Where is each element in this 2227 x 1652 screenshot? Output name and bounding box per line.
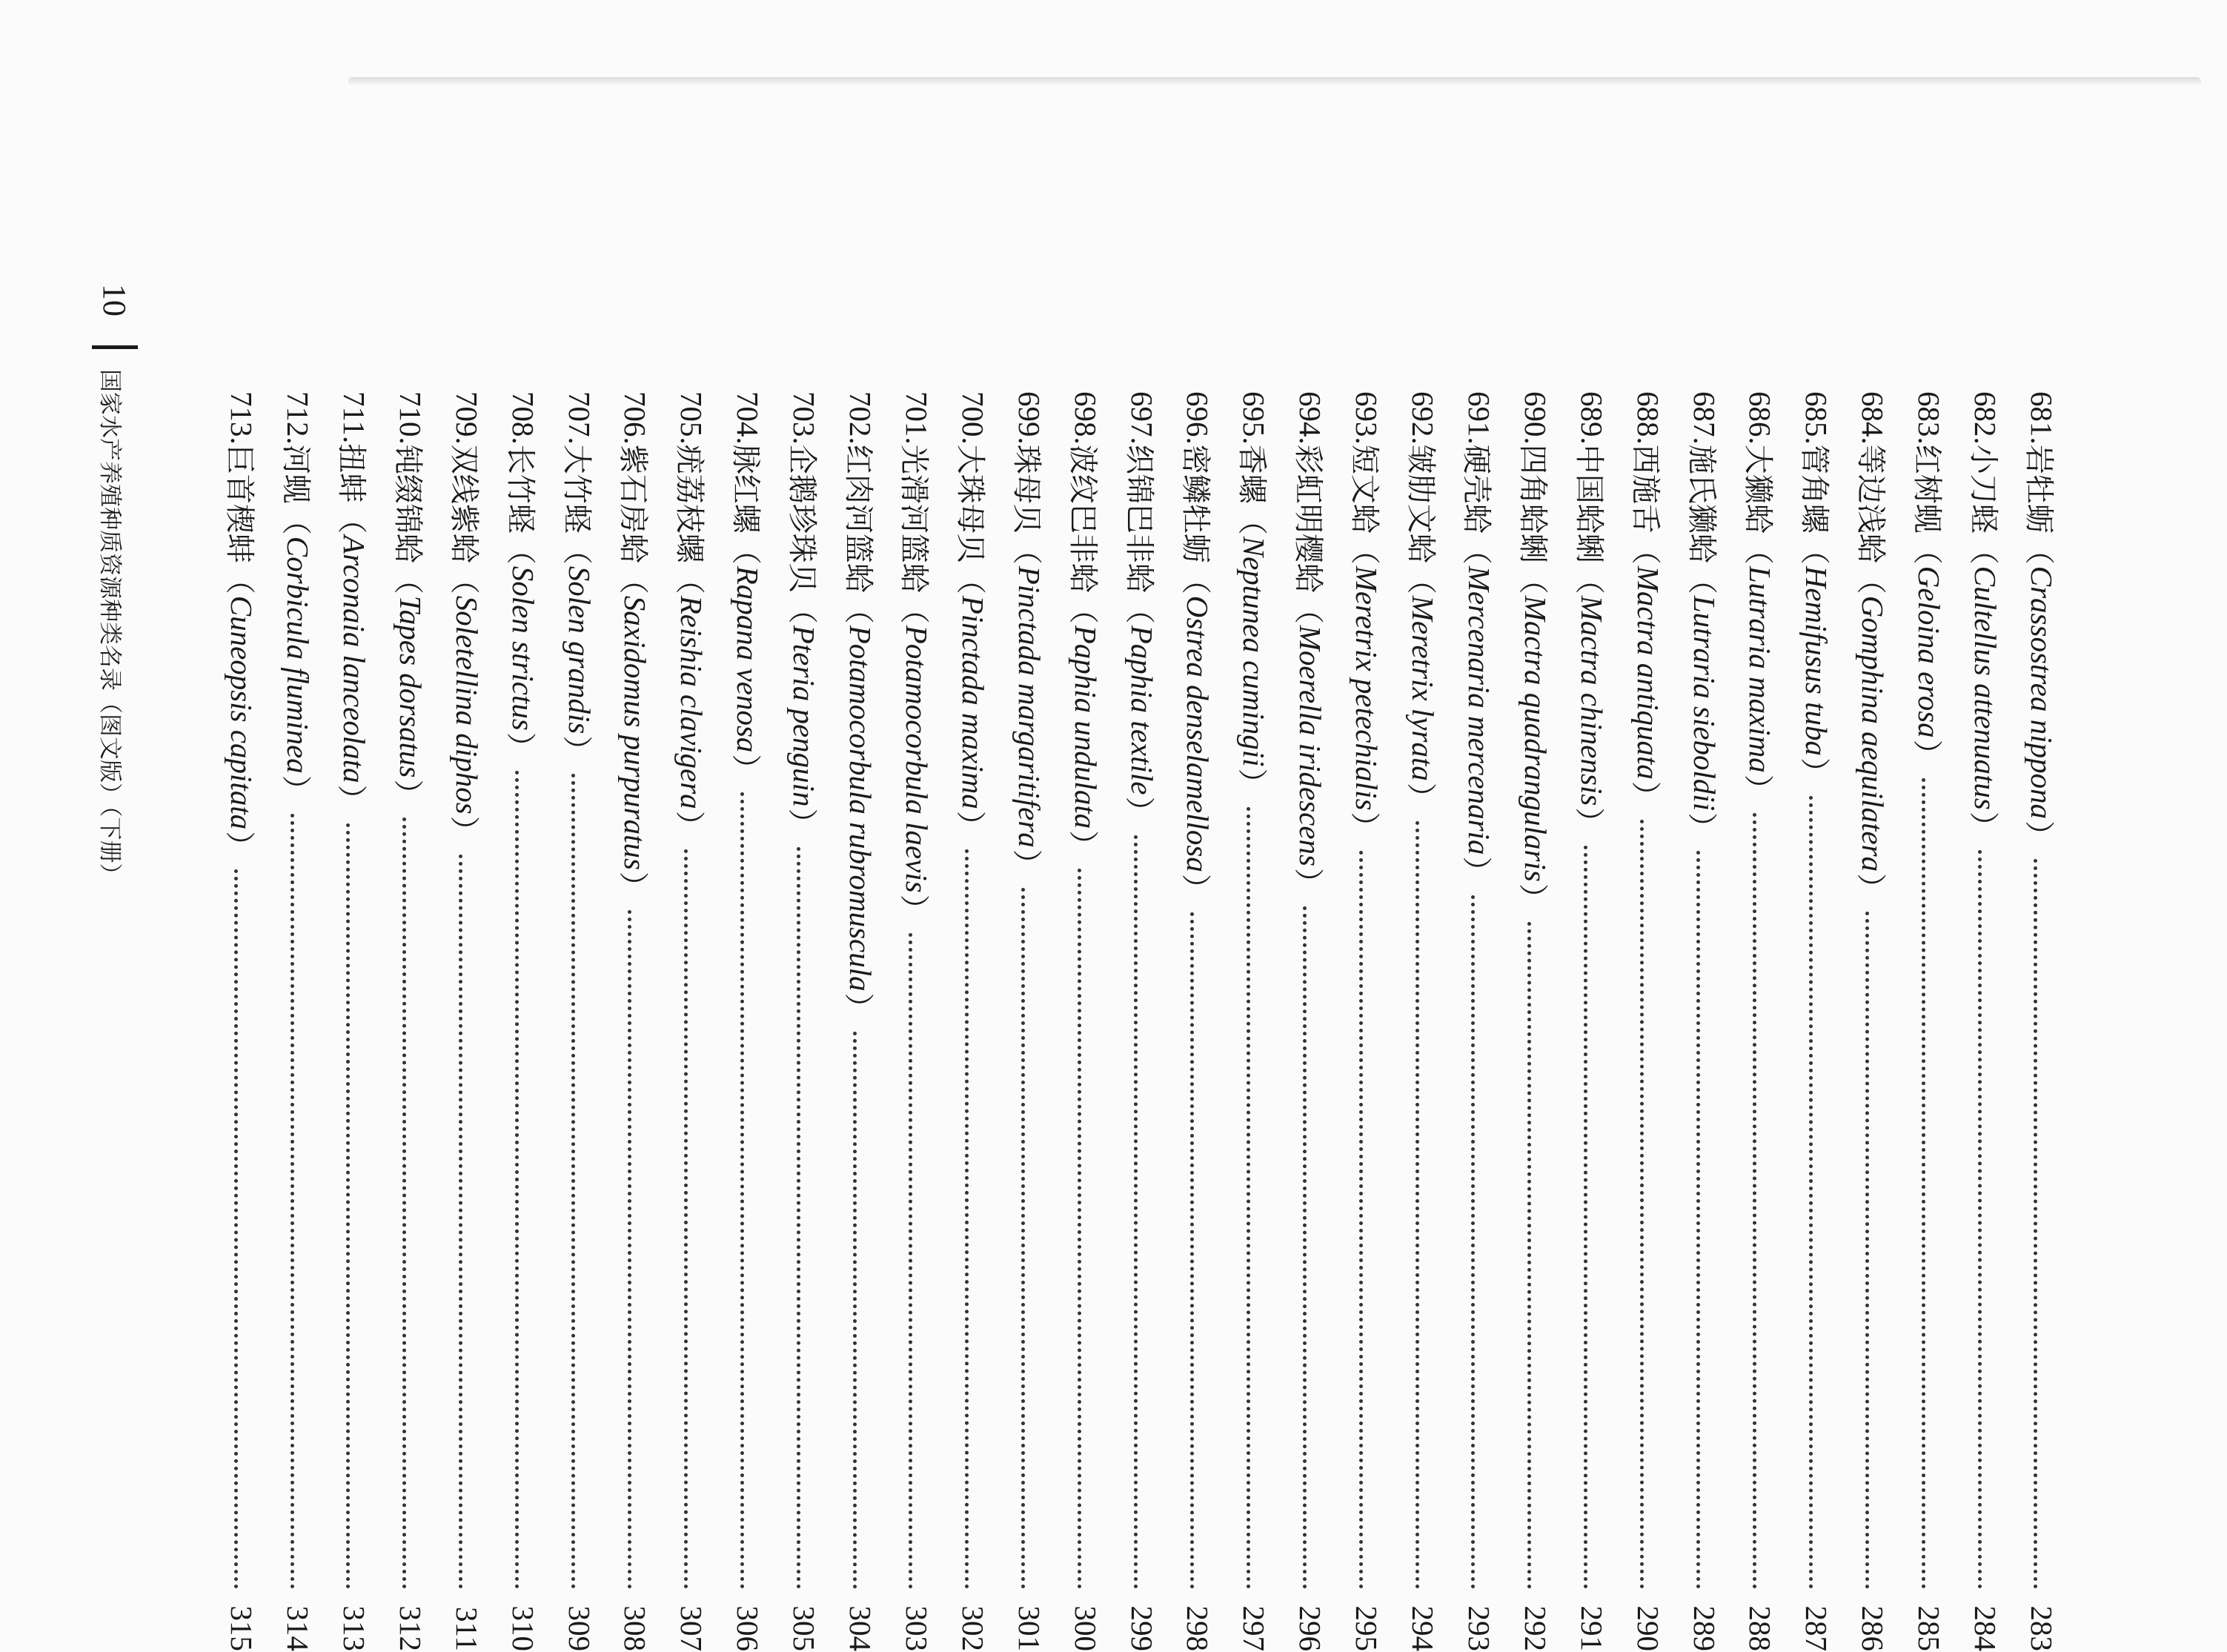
close-paren: ） <box>616 871 650 901</box>
entry-number: 713. <box>225 391 259 445</box>
dot-leader <box>1190 912 1194 1589</box>
entry-latin-name: Crassostrea nippona <box>2025 565 2059 820</box>
toc-entry[interactable] <box>666 391 717 1651</box>
entry-number: 704. <box>731 391 766 445</box>
open-paren: （ <box>1796 534 1831 565</box>
open-paren: （ <box>2022 534 2057 565</box>
entry-latin-name: Pinctada margaritifera <box>1012 565 1046 848</box>
entry-number: 689. <box>1574 391 1609 445</box>
entry-chinese-name: 管角螺 <box>1796 444 1831 534</box>
entry-chinese-name: 等边浅蛤 <box>1853 444 1888 563</box>
dot-leader <box>1472 895 1476 1589</box>
entry-number: 700. <box>955 391 990 445</box>
entry-latin-name: Saxidomus purpuratus <box>618 595 653 870</box>
entry-chinese-name: 扭蚌 <box>334 443 369 503</box>
close-paren: ） <box>447 815 482 846</box>
entry-page-number: 307 <box>674 1605 709 1651</box>
entry-number: 695. <box>1237 391 1272 445</box>
toc-entry[interactable] <box>722 391 774 1651</box>
entry-chinese-name: 波纹巴非蛤 <box>1066 444 1101 593</box>
entry-page-number: 310 <box>505 1605 540 1651</box>
entry-latin-name: Reishia clavigera <box>674 595 709 809</box>
entry-page-number: 284 <box>1968 1605 2003 1651</box>
toc-entry[interactable] <box>272 391 324 1651</box>
entry-chinese-name: 疣荔枝螺 <box>671 444 706 563</box>
close-paren: ） <box>897 894 932 924</box>
entry-chinese-name: 西施舌 <box>1628 444 1663 534</box>
toc-entry[interactable] <box>1003 391 1055 1651</box>
toc-entry[interactable] <box>1735 391 1787 1651</box>
close-paren: ） <box>1178 873 1212 903</box>
toc-entry[interactable] <box>328 391 380 1651</box>
entry-number: 697. <box>1124 391 1159 445</box>
entry-chinese-name: 硬壳蛤 <box>1459 444 1494 534</box>
open-paren: （ <box>1066 594 1101 624</box>
entry-chinese-name: 红肉河篮蛤 <box>840 444 875 593</box>
close-paren: ） <box>503 732 538 762</box>
toc-entry[interactable] <box>216 391 268 1651</box>
entry-page-number: 289 <box>1687 1605 1722 1651</box>
close-paren: ） <box>222 831 256 861</box>
rotated-content <box>30 284 2068 1651</box>
toc-entry[interactable] <box>1453 391 1505 1651</box>
entry-latin-name: Solen grandis <box>562 565 597 734</box>
close-paren: ） <box>1066 830 1101 860</box>
entry-latin-name: Mercenaria mercenaria <box>1462 565 1496 855</box>
entry-number: 699. <box>1012 391 1046 445</box>
close-paren: ） <box>2022 820 2057 851</box>
close-paren: ） <box>1628 780 1663 811</box>
entry-page-number: 305 <box>787 1605 822 1651</box>
toc-entry[interactable] <box>1341 391 1393 1651</box>
open-paren: （ <box>1178 564 1212 594</box>
entry-chinese-name: 密鳞牡蛎 <box>1178 444 1212 563</box>
entry-page-number: 300 <box>1068 1605 1103 1651</box>
open-paren: （ <box>897 594 932 624</box>
dot-leader <box>1753 813 1756 1589</box>
entry-number: 712. <box>281 391 316 445</box>
entry-chinese-name: 岩牡蛎 <box>2022 444 2057 534</box>
entry-latin-name: Meretrix lyrata <box>1406 595 1441 781</box>
close-paren: ） <box>1965 811 2000 841</box>
open-paren: （ <box>560 534 594 565</box>
open-paren: （ <box>616 564 650 594</box>
dot-leader <box>347 823 351 1589</box>
toc-entry[interactable] <box>610 391 662 1651</box>
dot-leader <box>234 869 238 1589</box>
dot-leader <box>1078 869 1081 1589</box>
entry-number: 690. <box>1518 391 1553 445</box>
close-paren: ） <box>671 810 706 840</box>
dot-leader <box>684 849 688 1589</box>
entry-page-number: 312 <box>393 1605 428 1651</box>
dot-leader <box>515 771 519 1589</box>
open-paren: （ <box>503 534 538 565</box>
entry-number: 694. <box>1293 391 1328 445</box>
close-paren: ） <box>1009 849 1044 879</box>
toc-entry[interactable] <box>1284 391 1336 1651</box>
dot-leader <box>1584 846 1587 1589</box>
entry-chinese-name: 皱肋文蛤 <box>1403 444 1438 563</box>
entry-chinese-name: 双线紫蛤 <box>447 444 482 563</box>
close-paren: ） <box>1572 807 1607 837</box>
entry-latin-name: Pteria penguin <box>787 625 822 807</box>
dot-leader <box>1696 851 1700 1589</box>
entry-latin-name: Gomphina aequilatera <box>1856 595 1891 872</box>
open-paren: （ <box>1628 534 1663 565</box>
dot-leader <box>1640 820 1644 1589</box>
entry-chinese-name: 光滑河篮蛤 <box>897 444 932 593</box>
close-paren: ） <box>953 810 988 840</box>
open-paren: （ <box>784 594 819 624</box>
open-paren: （ <box>1965 534 2000 565</box>
entry-number: 691. <box>1462 391 1496 445</box>
open-paren: （ <box>447 564 482 594</box>
toc-entry[interactable] <box>1959 391 2011 1651</box>
entry-page-number: 299 <box>1124 1605 1159 1651</box>
entry-page-number: 288 <box>1743 1605 1778 1651</box>
close-paren: ） <box>1459 856 1494 886</box>
open-paren: （ <box>1234 505 1269 535</box>
running-header <box>74 284 148 1651</box>
entry-latin-name: Neptunea cumingii <box>1237 536 1272 767</box>
close-paren: ） <box>1796 757 1831 787</box>
entry-page-number: 309 <box>562 1605 597 1651</box>
close-paren: ） <box>1853 873 1888 903</box>
dot-leader <box>1359 851 1363 1589</box>
toc-entry[interactable] <box>1510 391 1561 1651</box>
entry-chinese-name: 香螺 <box>1234 444 1269 504</box>
close-paren: ） <box>840 992 875 1023</box>
toc-entry[interactable] <box>778 391 830 1651</box>
toc-entry[interactable] <box>1566 391 1618 1651</box>
entry-chinese-name: 红树蚬 <box>1909 444 1944 534</box>
entry-number: 711. <box>337 391 371 444</box>
book-title: 国家水产养殖种质资源种类名录（图文版）（下册） <box>96 369 123 886</box>
toc-entry[interactable] <box>441 391 493 1651</box>
entry-chinese-name: 企鹅珍珠贝 <box>784 444 819 593</box>
page-number: 10 <box>96 284 133 316</box>
entry-chinese-name: 中国蛤蜊 <box>1572 444 1607 563</box>
entry-latin-name: Solen strictus <box>505 565 540 731</box>
open-paren: （ <box>1403 564 1438 594</box>
entry-chinese-name: 短文蛤 <box>1347 444 1381 534</box>
open-paren: （ <box>1853 564 1888 594</box>
entry-latin-name: Ostrea denselamellosa <box>1181 595 1215 872</box>
open-paren: （ <box>1009 534 1044 565</box>
close-paren: ） <box>278 774 313 805</box>
dot-leader <box>291 814 294 1589</box>
entry-page-number: 294 <box>1406 1605 1441 1651</box>
toc-entry[interactable] <box>947 391 999 1651</box>
entry-number: 692. <box>1406 391 1441 445</box>
entry-number: 696. <box>1181 391 1215 445</box>
toc-entry[interactable] <box>1790 391 1842 1651</box>
close-paren: ） <box>728 754 763 784</box>
toc-entry[interactable] <box>1060 391 1112 1651</box>
dot-leader <box>965 849 969 1589</box>
open-paren: （ <box>278 505 313 535</box>
entry-latin-name: Mactra antiquata <box>1630 565 1665 780</box>
dot-leader <box>1134 835 1138 1589</box>
entry-page-number: 296 <box>1293 1605 1328 1651</box>
entry-latin-name: Soletellina diphos <box>449 595 484 815</box>
entry-page-number: 297 <box>1237 1605 1272 1651</box>
close-paren: ） <box>560 735 594 766</box>
open-paren: （ <box>1572 564 1607 594</box>
entry-chinese-name: 珠母贝 <box>1009 444 1044 534</box>
close-paren: ） <box>1234 768 1269 798</box>
dot-leader <box>909 933 913 1589</box>
open-paren: （ <box>1290 594 1325 624</box>
entry-latin-name: Potamocorbula laevis <box>900 625 934 893</box>
close-paren: ） <box>391 779 425 809</box>
entry-number: 706. <box>618 391 653 445</box>
entry-number: 686. <box>1743 391 1778 445</box>
entry-page-number: 283 <box>2025 1605 2059 1651</box>
close-paren: ） <box>334 784 369 815</box>
entry-latin-name: Potamocorbula rubromuscula <box>843 625 878 992</box>
entry-chinese-name: 大珠母贝 <box>953 444 988 563</box>
entry-chinese-name: 河蚬 <box>278 444 313 504</box>
entry-chinese-name: 巨首楔蚌 <box>222 444 256 563</box>
entry-number: 701. <box>900 391 934 445</box>
entry-page-number: 293 <box>1462 1605 1496 1651</box>
entry-latin-name: Hemifusus tuba <box>1799 565 1834 756</box>
open-paren: （ <box>222 564 256 594</box>
open-paren: （ <box>1516 564 1550 594</box>
entry-latin-name: Lutraria sieboldii <box>1687 595 1722 812</box>
toc-entry[interactable] <box>385 391 437 1651</box>
entry-latin-name: Paphia textile <box>1124 625 1159 795</box>
entry-page-number: 302 <box>955 1605 990 1651</box>
open-paren: （ <box>840 594 875 624</box>
toc-entry[interactable] <box>1679 391 1730 1651</box>
open-paren: （ <box>1122 594 1157 624</box>
entry-chinese-name: 脉红螺 <box>728 444 763 534</box>
entry-page-number: 315 <box>225 1605 259 1651</box>
entry-chinese-name: 彩虹明樱蛤 <box>1290 444 1325 593</box>
entry-latin-name: Mactra quadrangularis <box>1518 595 1553 882</box>
entry-page-number: 308 <box>618 1605 653 1651</box>
dot-leader <box>1865 912 1869 1589</box>
entry-latin-name: Geloina erosa <box>1912 565 1947 738</box>
open-paren: （ <box>1909 534 1944 565</box>
entry-number: 682. <box>1968 391 2003 445</box>
open-paren: （ <box>334 504 369 534</box>
entry-latin-name: Meretrix petechialis <box>1350 565 1384 811</box>
dot-leader <box>797 847 800 1589</box>
dot-leader <box>571 774 575 1589</box>
close-paren: ） <box>1122 796 1157 826</box>
entry-number: 687. <box>1687 391 1722 445</box>
dot-leader <box>1247 807 1250 1589</box>
close-paren: ） <box>1290 868 1325 898</box>
entry-page-number: 304 <box>843 1605 878 1651</box>
entry-chinese-name: 紫石房蛤 <box>616 444 650 563</box>
entry-chinese-name: 大獭蛤 <box>1741 444 1775 534</box>
toc-entry[interactable] <box>554 391 605 1651</box>
entry-number: 707. <box>562 391 597 445</box>
toc-entry[interactable] <box>1397 391 1449 1651</box>
toc-entry[interactable] <box>2016 391 2068 1651</box>
close-paren: ） <box>1403 782 1438 812</box>
entry-number: 708. <box>505 391 540 445</box>
entry-chinese-name: 小刀蛏 <box>1965 444 2000 534</box>
entry-latin-name: Mactra chinensis <box>1574 595 1609 806</box>
toc-entry[interactable] <box>1847 391 1899 1651</box>
entry-latin-name: Moerella iridescens <box>1293 625 1328 867</box>
entry-latin-name: Cultellus attenuatus <box>1968 565 2003 810</box>
entry-latin-name: Arconaia lanceolata <box>337 535 371 783</box>
entry-chinese-name: 四角蛤蜊 <box>1516 444 1550 563</box>
entry-chinese-name: 织锦巴非蛤 <box>1122 444 1157 593</box>
toc-entry[interactable] <box>1116 391 1168 1651</box>
entry-page-number: 290 <box>1630 1605 1665 1651</box>
entry-chinese-name: 大竹蛏 <box>560 444 594 534</box>
open-paren: （ <box>953 564 988 594</box>
entry-page-number: 291 <box>1574 1605 1609 1651</box>
open-paren: （ <box>391 564 425 594</box>
entry-number: 684. <box>1856 391 1891 445</box>
dot-leader <box>853 1032 857 1589</box>
entry-chinese-name: 施氏獭蛤 <box>1685 444 1719 563</box>
close-paren: ） <box>784 808 819 838</box>
toc-entry[interactable] <box>1172 391 1224 1651</box>
entry-page-number: 285 <box>1912 1605 1947 1651</box>
entry-number: 705. <box>674 391 709 445</box>
header-divider <box>92 345 138 349</box>
entry-number: 681. <box>2025 391 2059 445</box>
open-paren: （ <box>1347 534 1381 565</box>
entry-latin-name: Tapes dorsatus <box>393 595 428 778</box>
dot-leader <box>1303 906 1307 1589</box>
entry-number: 709. <box>449 391 484 445</box>
open-paren: （ <box>1685 564 1719 594</box>
open-paren: （ <box>671 564 706 594</box>
toc-entry[interactable] <box>497 391 549 1651</box>
entry-page-number: 314 <box>281 1605 316 1651</box>
toc-entry[interactable] <box>1622 391 1674 1651</box>
entry-page-number: 295 <box>1350 1605 1384 1651</box>
toc-entry[interactable] <box>834 391 886 1651</box>
dot-leader <box>402 817 406 1589</box>
entry-number: 710. <box>393 391 428 445</box>
dot-leader <box>2034 859 2038 1589</box>
entry-number: 698. <box>1068 391 1103 445</box>
close-paren: ） <box>1347 812 1381 842</box>
dot-leader <box>1978 850 1982 1589</box>
dot-leader <box>1527 922 1531 1589</box>
open-paren: （ <box>728 534 763 565</box>
entry-number: 683. <box>1912 391 1947 445</box>
open-paren: （ <box>1741 534 1775 565</box>
dot-leader <box>1922 778 1925 1589</box>
dot-leader <box>628 910 631 1589</box>
close-paren: ） <box>1685 812 1719 843</box>
dot-leader <box>459 855 462 1589</box>
dot-leader <box>1415 821 1419 1589</box>
toc-entry[interactable] <box>891 391 943 1651</box>
entry-number: 685. <box>1799 391 1834 445</box>
entry-page-number: 298 <box>1181 1605 1215 1651</box>
entry-page-number: 301 <box>1012 1605 1046 1651</box>
entry-page-number: 292 <box>1518 1605 1553 1651</box>
dot-leader <box>740 792 744 1589</box>
open-paren: （ <box>1459 534 1494 565</box>
scan-shadow <box>348 77 2201 86</box>
toc-entry[interactable] <box>1903 391 1955 1651</box>
entry-number: 702. <box>843 391 878 445</box>
entry-number: 688. <box>1630 391 1665 445</box>
entry-page-number: 303 <box>900 1605 934 1651</box>
entry-page-number: 306 <box>731 1605 766 1651</box>
entry-latin-name: Lutraria maxima <box>1743 565 1778 773</box>
entry-page-number: 313 <box>337 1605 371 1651</box>
entry-page-number: 311 <box>449 1607 484 1651</box>
toc-entry[interactable] <box>1228 391 1280 1651</box>
dot-leader <box>1809 796 1813 1589</box>
entry-latin-name: Pinctada maxima <box>955 595 990 809</box>
close-paren: ） <box>1741 774 1775 804</box>
entry-latin-name: Cuneopsis capitata <box>225 595 259 830</box>
entry-chinese-name: 钝缀锦蛤 <box>391 444 425 563</box>
dot-leader <box>1021 888 1025 1589</box>
entry-page-number: 286 <box>1856 1605 1891 1651</box>
close-paren: ） <box>1909 739 1944 769</box>
entry-latin-name: Rapana venosa <box>731 565 766 753</box>
entry-number: 703. <box>787 391 822 445</box>
entry-page-number: 287 <box>1799 1605 1834 1651</box>
entry-chinese-name: 长竹蛏 <box>503 444 538 534</box>
close-paren: ） <box>1516 883 1550 913</box>
entry-latin-name: Corbicula fluminea <box>281 536 316 774</box>
entry-latin-name: Paphia undulata <box>1068 625 1103 829</box>
entry-number: 693. <box>1350 391 1384 445</box>
